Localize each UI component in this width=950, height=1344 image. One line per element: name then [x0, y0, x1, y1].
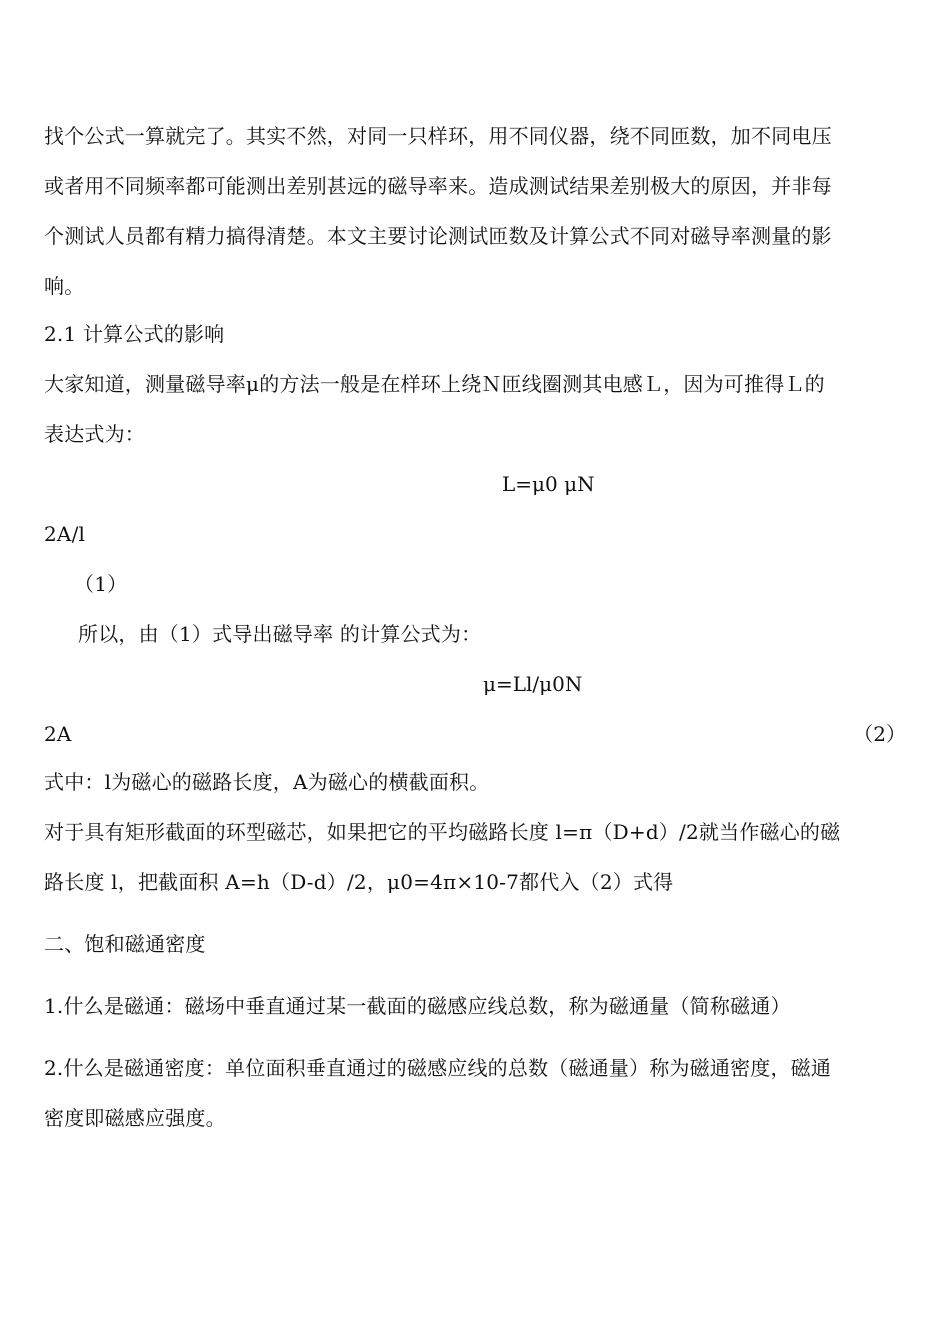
paragraph-line: 表达式为：: [44, 422, 145, 446]
formula-1-tail: 2A/l: [44, 522, 86, 546]
paragraph-line: 个测试人员都有精力搞得清楚。本文主要讨论测试匝数及计算公式不同对磁导率测量的影: [44, 224, 832, 248]
formula-2-number: （2）: [853, 722, 906, 746]
paragraph-line: 式中：l为磁心的磁路长度，A为磁心的横截面积。: [44, 770, 490, 794]
formula-2-main: μ=Ll/μ0N: [483, 672, 583, 696]
section-heading: 二、饱和磁通密度: [44, 932, 206, 956]
paragraph-line: 找个公式一算就完了。其实不然，对同一只样环，用不同仪器，绕不同匝数，加不同电压: [44, 124, 832, 148]
formula-1-number: （1）: [74, 572, 128, 596]
list-item-continuation: 密度即磁感应强度。: [44, 1106, 226, 1130]
list-item: 1.什么是磁通：磁场中垂直通过某一截面的磁感应线总数，称为磁通量（简称磁通）: [44, 994, 791, 1018]
paragraph-line: 所以，由（1）式导出磁导率 的计算公式为：: [78, 622, 482, 646]
paragraph-line: 对于具有矩形截面的环型磁芯，如果把它的平均磁路长度 l=π（D+d）/2就当作磁心的磁: [44, 820, 841, 844]
paragraph-line: 或者用不同频率都可能测出差别甚远的磁导率来。造成测试结果差别极大的原因，并非每: [44, 174, 832, 198]
paragraph-line: 路长度 l，把截面积 A=h（D-d）/2，μ0=4π×10-7都代入（2）式得: [44, 870, 674, 894]
list-item: 2.什么是磁通密度：单位面积垂直通过的磁感应线的总数（磁通量）称为磁通密度，磁通: [44, 1056, 832, 1080]
formula-2-tail: 2A: [44, 722, 72, 746]
paragraph-line: 响。: [44, 274, 85, 298]
section-heading: 2.1 计算公式的影响: [44, 322, 225, 346]
formula-1-main: L=μ0 μN: [502, 472, 595, 496]
paragraph-line: 大家知道，测量磁导率μ的方法一般是在样环上绕Ｎ匝线圈测其电感Ｌ，因为可推得Ｌ的: [44, 372, 825, 396]
